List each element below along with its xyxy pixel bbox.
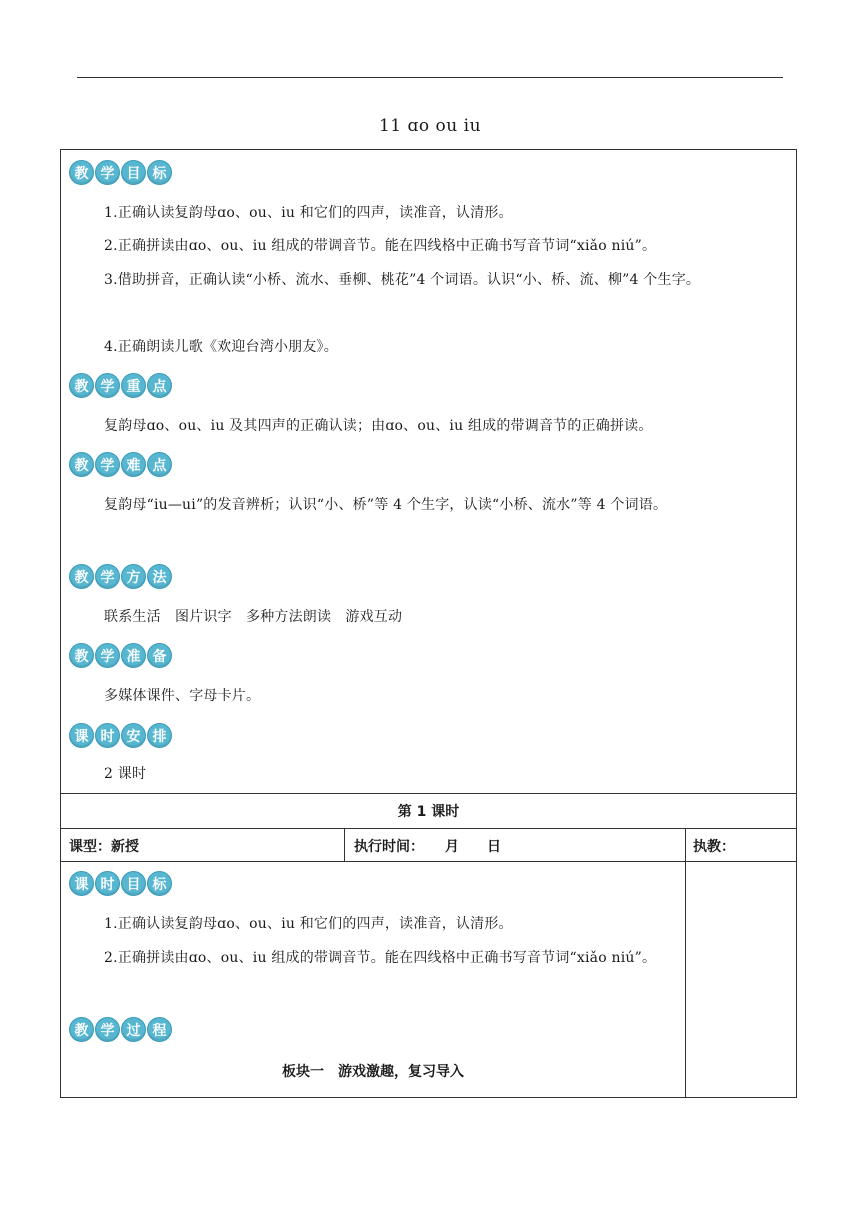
badge-character-icon: 点 xyxy=(147,452,172,477)
lesson-execution-time: 执行时间： 月 日 xyxy=(354,839,501,855)
badge-character-icon: 程 xyxy=(147,1017,172,1042)
badge-character-icon: 课 xyxy=(69,723,94,748)
difficulties-text: 复韵母“iu—ui”的发音辨析；认识“小、桥”等 4 个生字，认读“小桥、流水”等 4 个词语。 xyxy=(104,497,668,513)
section-badge-difficulties xyxy=(69,452,172,477)
preparation-text: 多媒体课件、字母卡片。 xyxy=(104,688,261,704)
document-title: 11 ɑo ou iu xyxy=(378,116,482,136)
badge-character-icon: 方 xyxy=(121,564,146,589)
badge-character-icon: 学 xyxy=(95,564,120,589)
col-divider-type xyxy=(344,828,345,861)
col-divider-teacher xyxy=(685,828,686,1097)
badge-character-icon: 过 xyxy=(121,1017,146,1042)
badge-character-icon: 教 xyxy=(69,564,94,589)
row-divider-lesson-header xyxy=(61,793,796,794)
badge-character-icon: 时 xyxy=(95,723,120,748)
lesson-teacher: 执教： xyxy=(693,839,735,855)
section-badge-methods xyxy=(69,564,172,589)
methods-text: 联系生活 图片识字 多种方法朗读 游戏互动 xyxy=(104,609,403,625)
lesson-header: 第 1 课时 xyxy=(397,804,460,820)
badge-character-icon: 点 xyxy=(147,373,172,398)
section-badge-lesson-goals xyxy=(69,871,172,896)
process-block-title: 板块一 游戏激趣，复习导入 xyxy=(282,1064,464,1080)
badge-character-icon: 重 xyxy=(121,373,146,398)
section-badge-key-points xyxy=(69,373,172,398)
badge-character-icon: 标 xyxy=(147,160,172,185)
badge-character-icon: 教 xyxy=(69,373,94,398)
lesson-type: 课型：新授 xyxy=(69,839,139,855)
badge-character-icon: 学 xyxy=(95,373,120,398)
lesson-goal-item: 2.正确拼读由ɑo、ou、iu 组成的带调音节。能在四线格中正确书写音节词“xiǎo niú”。 xyxy=(104,950,657,966)
objective-item: 4.正确朗读儿歌《欢迎台湾小朋友》。 xyxy=(104,339,338,355)
lesson-goal-item: 1.正确认读复韵母ɑo、ou、iu 和它们的四声，读准音，认清形。 xyxy=(104,916,513,932)
badge-character-icon: 目 xyxy=(121,871,146,896)
badge-character-icon: 备 xyxy=(147,643,172,668)
section-badge-process xyxy=(69,1017,172,1042)
badge-character-icon: 目 xyxy=(121,160,146,185)
header-rule xyxy=(77,77,783,78)
badge-character-icon: 学 xyxy=(95,643,120,668)
badge-character-icon: 排 xyxy=(147,723,172,748)
section-badge-objectives xyxy=(69,160,172,185)
badge-character-icon: 教 xyxy=(69,1017,94,1042)
badge-character-icon: 安 xyxy=(121,723,146,748)
badge-character-icon: 教 xyxy=(69,452,94,477)
objective-item: 2.正确拼读由ɑo、ou、iu 组成的带调音节。能在四线格中正确书写音节词“xiǎo niú”。 xyxy=(104,238,657,254)
key-points-text: 复韵母ɑo、ou、iu 及其四声的正确认读；由ɑo、ou、iu 组成的带调音节的正确拼读。 xyxy=(104,418,653,434)
badge-character-icon: 教 xyxy=(69,160,94,185)
objective-item: 1.正确认读复韵母ɑo、ou、iu 和它们的四声，读准音，认清形。 xyxy=(104,205,513,221)
badge-character-icon: 学 xyxy=(95,1017,120,1042)
badge-character-icon: 准 xyxy=(121,643,146,668)
section-badge-preparation xyxy=(69,643,172,668)
objective-item: 3.借助拼音，正确认读“小桥、流水、垂柳、桃花”4 个词语。认识“小、桥、流、柳”4 个生字。 xyxy=(104,272,701,288)
section-badge-schedule xyxy=(69,723,172,748)
badge-character-icon: 课 xyxy=(69,871,94,896)
badge-character-icon: 学 xyxy=(95,160,120,185)
badge-character-icon: 时 xyxy=(95,871,120,896)
badge-character-icon: 法 xyxy=(147,564,172,589)
lesson-plan-table xyxy=(60,149,797,1098)
badge-character-icon: 教 xyxy=(69,643,94,668)
badge-character-icon: 标 xyxy=(147,871,172,896)
badge-character-icon: 难 xyxy=(121,452,146,477)
schedule-text: 2 课时 xyxy=(104,766,147,782)
badge-character-icon: 学 xyxy=(95,452,120,477)
